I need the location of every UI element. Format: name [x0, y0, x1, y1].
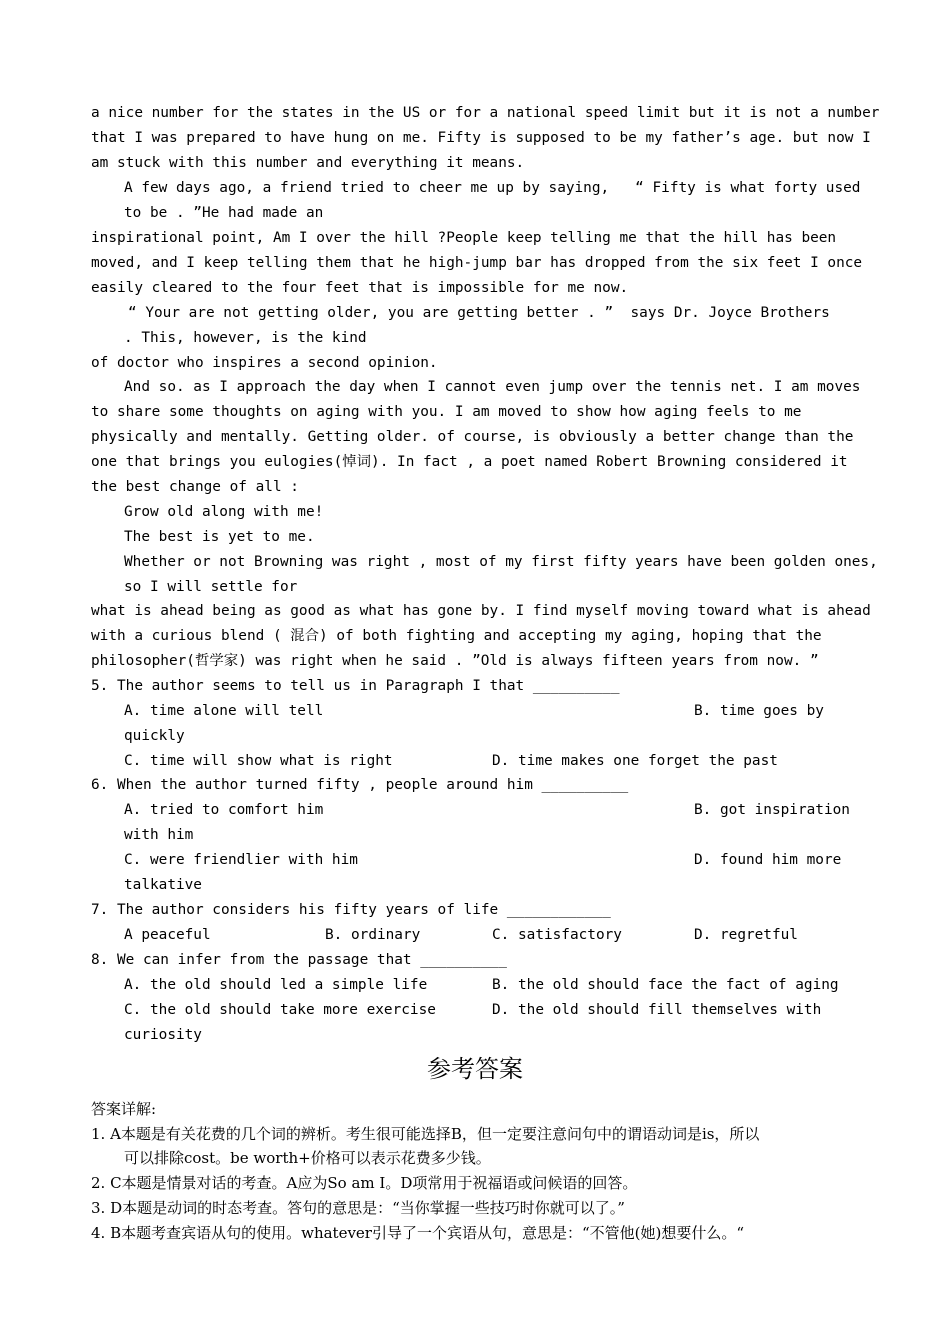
- answer-label: 答案详解:: [91, 1100, 157, 1118]
- answer-item: 3. D本题是动词的时态考查。答句的意思是：“当你掌握一些技巧时你就可以了。”: [91, 1199, 625, 1217]
- passage-line: Whether or not Browning was right , most of my first fifty years have been golden ones,: [124, 554, 878, 570]
- option-d: D. time makes one forget the past: [492, 753, 778, 769]
- passage-line: that I was prepared to have hung on me. Fifty is supposed to be my father’s age. but now I: [91, 130, 871, 146]
- passage-line: to be . ”He had made an: [124, 205, 324, 221]
- option-a: A. the old should led a simple life: [124, 977, 428, 993]
- answer-item: 4. B本题考查宾语从句的使用。whatever引导了一个宾语从句，意思是：“不管他(她)想要什么。“: [91, 1224, 745, 1242]
- passage-line: with a curious blend ( 混合) of both fighting and accepting my aging, hoping that the: [91, 628, 822, 644]
- question-stem: 6. When the author turned fifty , people around him __________: [91, 777, 629, 793]
- option-d-continued: talkative: [124, 877, 202, 893]
- option-c: C. satisfactory: [492, 927, 622, 943]
- option-d: D. the old should fill themselves with: [492, 1002, 822, 1018]
- passage-line: of doctor who inspires a second opinion.: [91, 355, 438, 371]
- passage-line: “ Your are not getting older, you are getting better . ” says Dr. Joyce Brothers: [128, 305, 830, 321]
- passage-line: And so. as I approach the day when I cannot even jump over the tennis net. I am moves: [124, 379, 861, 395]
- poem-line: The best is yet to me.: [124, 529, 315, 545]
- passage-line: the best change of all :: [91, 479, 299, 495]
- passage-line: one that brings you eulogies(悼词). In fact , a poet named Robert Browning considered it: [91, 454, 848, 470]
- option-a: A. tried to comfort him: [124, 802, 324, 818]
- answer-heading: 参考答案: [427, 1055, 523, 1083]
- passage-line: . This, however, is the kind: [124, 330, 367, 346]
- passage-line: easily cleared to the four feet that is impossible for me now.: [91, 280, 629, 296]
- question-stem: 8. We can infer from the passage that __________: [91, 952, 507, 968]
- passage-line: philosopher(哲学家) was right when he said . ”Old is always fifteen years from now. ”: [91, 653, 819, 669]
- passage-line: a nice number for the states in the US or for a national speed limit but it is not a number: [91, 105, 880, 121]
- poem-line: Grow old along with me!: [124, 504, 324, 520]
- option-a: A peaceful: [124, 927, 211, 943]
- answer-item: 2. C本题是情景对话的考查。A应为So am I。D项常用于祝福语或问候语的回答。: [91, 1174, 638, 1192]
- option-b: B. got inspiration: [694, 802, 850, 818]
- answer-item: 1. A本题是有关花费的几个词的辨析。考生很可能选择B，但一定要注意问句中的谓语动词是is，所以: [91, 1125, 760, 1143]
- option-d: D. regretful: [694, 927, 798, 943]
- passage-line: A few days ago, a friend tried to cheer me up by saying, “ Fifty is what forty used: [124, 180, 861, 196]
- passage-line: so I will settle for: [124, 579, 298, 595]
- option-b: B. ordinary: [325, 927, 421, 943]
- option-b: B. the old should face the fact of aging: [492, 977, 839, 993]
- option-b-continued: quickly: [124, 728, 185, 744]
- option-d: D. found him more: [694, 852, 842, 868]
- passage-line: am stuck with this number and everything it means.: [91, 155, 525, 171]
- option-a: A. time alone will tell: [124, 703, 324, 719]
- passage-line: to share some thoughts on aging with you. I am moved to show how aging feels to me: [91, 404, 802, 420]
- option-b: B. time goes by: [694, 703, 824, 719]
- passage-line: inspirational point, Am I over the hill ?People keep telling me that the hill has been: [91, 230, 837, 246]
- option-c: C. time will show what is right: [124, 753, 393, 769]
- option-d-continued: curiosity: [124, 1027, 202, 1043]
- passage-line: what is ahead being as good as what has gone by. I find myself moving toward what is ahead: [91, 603, 871, 619]
- passage-line: moved, and I keep telling them that he high-jump bar has dropped from the six feet I once: [91, 255, 863, 271]
- answer-item-continued: 可以排除cost。be worth+价格可以表示花费多少钱。: [124, 1149, 491, 1167]
- option-c: C. were friendlier with him: [124, 852, 358, 868]
- passage-line: physically and mentally. Getting older. of course, is obviously a better change than the: [91, 429, 854, 445]
- question-stem: 5. The author seems to tell us in Paragraph I that __________: [91, 678, 620, 694]
- option-c: C. the old should take more exercise: [124, 1002, 436, 1018]
- option-b-continued: with him: [124, 827, 194, 843]
- question-stem: 7. The author considers his fifty years of life ____________: [91, 902, 611, 918]
